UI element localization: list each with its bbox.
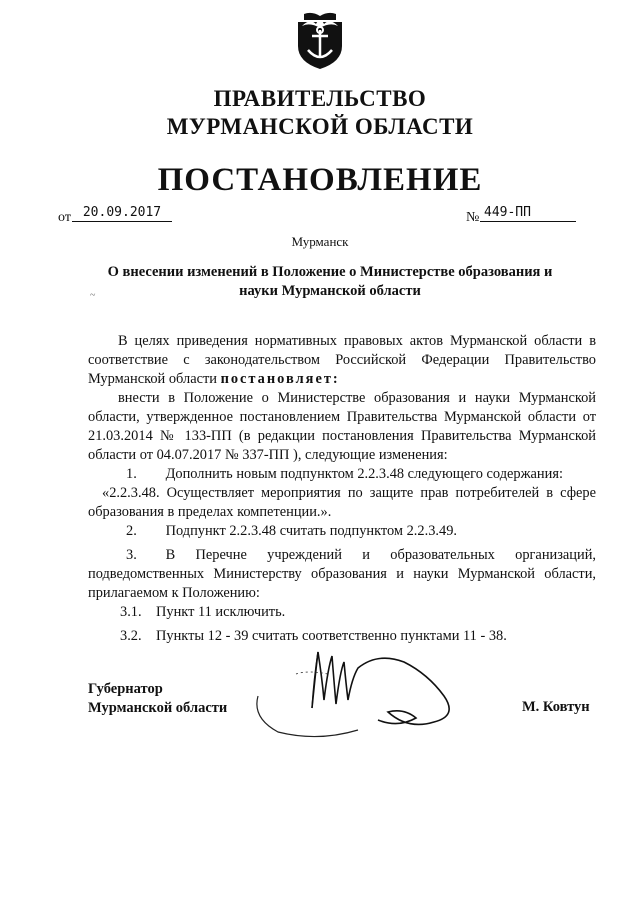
handwritten-signature [248,638,468,738]
scan-mark: ~ [90,290,96,301]
paragraph-1: внести в Положение о Министерстве образования и науки Мурманской области, утвержденное постановлением Правительства Мурманской области от 21.03.2014 № 133-ПП (в редакции постановления Правительства Мурманской области от 04.07.2017 № 337-ПП ), следующие изменения: [88,390,596,463]
document-type: ПОСТАНОВЛЕНИЕ [157,162,483,198]
number-prefix: № [466,210,480,225]
signatory-role-line1: Губернатор [88,681,163,697]
item-1: 1. Дополнить новым подпунктом 2.2.3.48 следующего содержания: [126,466,563,482]
city: Мурманск [291,234,349,249]
coat-of-arms-icon [296,12,344,70]
intro-paragraph [88,332,596,389]
signatory-role-line2: Мурманской области [88,700,228,716]
government-name-line2: МУРМАНСКОЙ ОБЛАСТИ [166,114,474,139]
document-title [95,263,565,301]
item-3-2: 3.2. Пункты 12 - 39 считать соответственно пунктами 11 - 38. [120,628,507,644]
signatory-name: М. Ковтун [522,699,590,715]
date-prefix: от [58,210,71,225]
intro-verb: постановляет: [220,371,340,387]
item-1-quote: «2.2.3.48. Осуществляет мероприятия по защите прав потребителей в сфере образования в пределах компетенции.». [88,485,596,520]
title-line2: науки Мурманской области [239,283,421,299]
document-number: 449-ПП [480,205,576,222]
title-line1: О внесении изменений в Положение о Министерстве образования и [107,264,553,280]
item-3-1: 3.1. Пункт 11 исключить. [120,604,286,620]
item-3: 3. В Перечне учреждений и образовательных организаций, подведомственных Министерству образования и науки Мурманской области, прилагаемом к Положению: [88,547,596,601]
document-date: 20.09.2017 [72,205,172,222]
item-2: 2. Подпункт 2.2.3.48 считать подпунктом 2.2.3.49. [126,523,457,539]
government-name-line1: ПРАВИТЕЛЬСТВО [213,86,427,111]
intro-text: В целях приведения нормативных правовых актов Мурманской области в соответствие с законодательством Российской Федерации Правительство Мурманской области [88,333,596,387]
signatory-role [88,680,227,718]
